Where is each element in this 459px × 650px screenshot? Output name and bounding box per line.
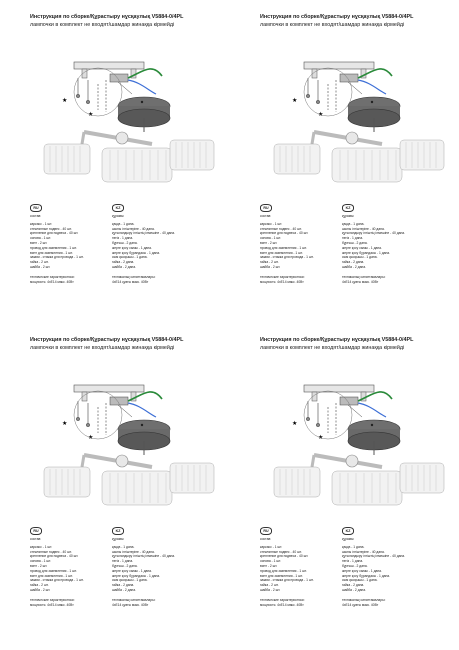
list-item: основа - 1 шт. [260,236,282,241]
list-item: винт для заземления - 1 шт. [260,250,303,255]
list-item: жерге қосу сымы - 1 дана. [342,568,382,573]
instruction-panel-2 [252,14,458,314]
instruction-subtitle: лампочки в комплект не входят/шамдар жинаққа кірмейді [260,345,405,351]
list-item: жерге қосу бұрандасы - 1 дана. [112,250,161,255]
list-item: бұрғыш - 2 дана. [342,563,368,568]
svg-text:★: ★ [62,421,68,427]
list-item: бұрғыш - 2 дана. [112,563,138,568]
list-item: зажим - стяжка для провода - 1 шт. [30,578,84,583]
instruction-panel-4 [252,337,458,637]
list-item: стеклянные подвес - 40 шт. [30,549,72,554]
list-item: жерге қосу сымы - 1 дана. [342,245,382,250]
list-item: шыны ілгіштеріне - 40 дана. [112,226,155,231]
ru-contents-header: состав: [30,537,42,541]
ru-specs: мощность: 4xE14 макс. 40Вт [30,279,74,284]
kz-contents-header: құрамы: [112,214,125,218]
list-item: стеклянные подвес - 40 шт. [260,226,302,231]
list-item: шайба - 2 дана. [112,587,136,592]
list-item: гайка - 2 дана. [342,583,365,588]
list-item: шайба - 2 шт. [260,264,281,269]
list-item: негіз - 1 дана. [342,559,364,564]
kz-contents-header: құрамы: [342,214,355,218]
ru-specs-header: технические характеристики: [260,274,305,279]
list-item: крепление для подвеса - 40 шт. [260,554,309,559]
list-item: сым қысқышы - 1 дана. [112,255,148,260]
ru-specs-header: технические характеристики: [260,597,305,602]
list-item: құтыландыру ілгіштің ілмешіне - 40 дана. [112,231,176,236]
instruction-panel-1 [22,14,228,314]
list-item: шайба - 2 дана. [342,264,366,269]
svg-text:★: ★ [318,435,324,441]
list-item: гайка - 2 дана. [112,260,135,265]
instruction-title: Инструкция по сборке/Құрастыру нұсқаулық V5884-0/4PL [30,14,184,20]
list-item: жерге қосу бұрандасы - 1 дана. [112,573,161,578]
kz-section [112,527,212,607]
list-item: винт для заземления - 1 шт. [260,573,303,578]
kz-contents-list [342,222,442,270]
instruction-subtitle: лампочки в комплект не входят/шамдар жинаққа кірмейді [30,22,175,28]
list-item: винт - 2 шт. [260,563,278,568]
list-item: крепление для подвеса - 40 шт. [30,554,79,559]
instruction-title: Инструкция по сборке/Құрастыру нұсқаулық V5884-0/4PL [260,337,414,343]
list-item: құтыландыру ілгіштің ілмешіне - 40 дана. [112,554,176,559]
list-item: қаңқа - 1 дана. [342,544,365,549]
kz-specs: 4xE14 қуаты макс. 40Вт [112,602,149,607]
instruction-title: Инструкция по сборке/Құрастыру нұсқаулық V5884-0/4PL [260,14,414,20]
ru-language-badge: RU [260,204,272,212]
instruction-subtitle: лампочки в комплект не входят/шамдар жинаққа кірмейді [30,345,175,351]
ru-specs: мощность: 4xE14 макс. 40Вт [260,279,304,284]
ru-specs-header: технические характеристики: [30,274,75,279]
list-item: бұрғыш - 2 дана. [112,240,138,245]
list-item: винт - 2 шт. [30,240,48,245]
list-item: провод для заземления - 1 шт. [30,568,77,573]
svg-text:★: ★ [88,435,94,441]
kz-specs: 4xE14 қуаты макс. 40Вт [112,279,149,284]
kz-contents-list [342,545,442,593]
svg-text:★: ★ [292,98,298,104]
kz-specs-header: техникалық сипаттамалары: [342,597,386,602]
list-item: шыны ілгіштеріне - 40 дана. [342,549,385,554]
assembly-illustration [22,355,228,537]
list-item: гайка - 2 дана. [342,260,365,265]
list-item: зажим - стяжка для провода - 1 шт. [30,255,84,260]
list-item: қаңқа - 1 дана. [112,544,135,549]
list-item: сым қысқышы - 1 дана. [112,578,148,583]
list-item: негіз - 1 дана. [342,236,364,241]
list-item: провод для заземления - 1 шт. [260,245,307,250]
svg-text:★: ★ [318,112,324,118]
list-item: провод для заземления - 1 шт. [260,568,307,573]
kz-language-badge: KZ [112,527,124,535]
list-item: құтыландыру ілгіштің ілмешіне - 40 дана. [342,554,406,559]
kz-specs-header: техникалық сипаттамалары: [342,274,386,279]
kz-contents-list [112,222,212,270]
list-item: шыны ілгіштеріне - 40 дана. [112,549,155,554]
list-item: винт для заземления - 1 шт. [30,573,73,578]
list-item: винт - 2 шт. [260,240,278,245]
list-item: основа - 1 шт. [30,559,52,564]
list-item: каркасс - 1 шт. [30,221,53,226]
assembly-illustration [252,355,458,537]
kz-section [342,204,442,284]
ru-specs: мощность: 4xE14 макс. 40Вт [30,602,74,607]
list-item: крепление для подвеса - 40 шт. [260,231,309,236]
kz-language-badge: KZ [342,204,354,212]
list-item: стеклянные подвес - 40 шт. [260,549,302,554]
svg-text:★: ★ [62,98,68,104]
ru-contents-header: состав: [30,214,42,218]
kz-language-badge: KZ [342,527,354,535]
list-item: шайба - 2 дана. [112,264,136,269]
list-item: стеклянные подвес - 40 шт. [30,226,72,231]
list-item: винт для заземления - 1 шт. [30,250,73,255]
list-item: жерге қосу сымы - 1 дана. [112,568,152,573]
ru-language-badge: RU [260,527,272,535]
list-item: основа - 1 шт. [30,236,52,241]
kz-section [342,527,442,607]
list-item: негіз - 1 дана. [112,236,134,241]
list-item: каркасс - 1 шт. [30,544,53,549]
list-item: гайка - 2 дана. [112,583,135,588]
ru-specs-header: технические характеристики: [30,597,75,602]
ru-contents-header: состав: [260,537,272,541]
list-item: крепление для подвеса - 40 шт. [30,231,79,236]
kz-specs-header: техникалық сипаттамалары: [112,597,156,602]
list-item: қаңқа - 1 дана. [112,221,135,226]
kz-contents-list [112,545,212,593]
list-item: шайба - 2 шт. [30,587,51,592]
kz-specs: 4xE14 қуаты макс. 40Вт [342,279,379,284]
list-item: негіз - 1 дана. [112,559,134,564]
list-item: шыны ілгіштеріне - 40 дана. [342,226,385,231]
list-item: гайка - 2 шт. [260,583,279,588]
list-item: зажим - стяжка для провода - 1 шт. [260,578,314,583]
list-item: құтыландыру ілгіштің ілмешіне - 40 дана. [342,231,406,236]
list-item: винт - 2 шт. [30,563,48,568]
list-item: бұрғыш - 2 дана. [342,240,368,245]
instruction-subtitle: лампочки в комплект не входят/шамдар жинаққа кірмейді [260,22,405,28]
kz-language-badge: KZ [112,204,124,212]
list-item: гайка - 2 шт. [30,260,49,265]
ru-contents-header: состав: [260,214,272,218]
list-item: зажим - стяжка для провода - 1 шт. [260,255,314,260]
list-item: шайба - 2 дана. [342,587,366,592]
list-item: жерге қосу бұрандасы - 1 дана. [342,573,391,578]
svg-text:★: ★ [292,421,298,427]
ru-specs: мощность: 4xE14 макс. 40Вт [260,602,304,607]
ru-language-badge: RU [30,204,42,212]
instruction-title: Инструкция по сборке/Құрастыру нұсқаулық V5884-0/4PL [30,337,184,343]
list-item: сым қысқышы - 1 дана. [342,578,378,583]
list-item: каркасс - 1 шт. [260,221,283,226]
list-item: гайка - 2 шт. [30,583,49,588]
assembly-illustration [252,32,458,214]
list-item: провод для заземления - 1 шт. [30,245,77,250]
svg-text:★: ★ [88,112,94,118]
list-item: основа - 1 шт. [260,559,282,564]
instruction-panel-3 [22,337,228,637]
list-item: жерге қосу сымы - 1 дана. [112,245,152,250]
list-item: гайка - 2 шт. [260,260,279,265]
list-item: шайба - 2 шт. [30,264,51,269]
kz-specs-header: техникалық сипаттамалары: [112,274,156,279]
ru-language-badge: RU [30,527,42,535]
list-item: жерге қосу бұрандасы - 1 дана. [342,250,391,255]
kz-contents-header: құрамы: [112,537,125,541]
kz-section [112,204,212,284]
list-item: қаңқа - 1 дана. [342,221,365,226]
list-item: сым қысқышы - 1 дана. [342,255,378,260]
list-item: каркасс - 1 шт. [260,544,283,549]
kz-contents-header: құрамы: [342,537,355,541]
list-item: шайба - 2 шт. [260,587,281,592]
assembly-illustration [22,32,228,214]
kz-specs: 4xE14 қуаты макс. 40Вт [342,602,379,607]
